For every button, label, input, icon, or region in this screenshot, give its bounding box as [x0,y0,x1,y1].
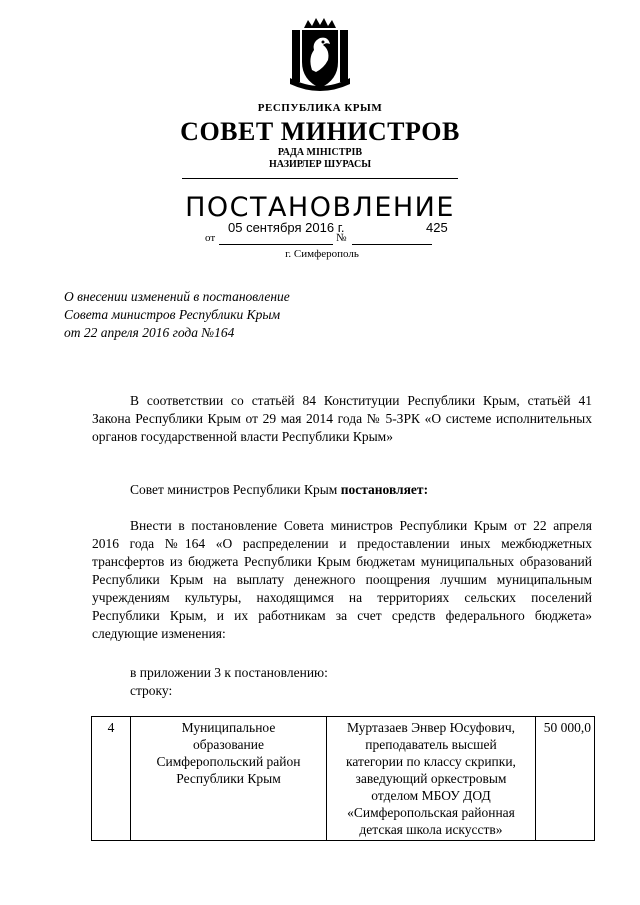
cell-line: Симферопольский район [156,754,301,769]
council-title: СОВЕТ МИНИСТРОВ [180,117,460,146]
cell-line: Республики Крым [176,771,281,786]
cell-line: образование [193,737,264,752]
appendix-line: в приложении 3 к постановлению: [130,665,328,680]
row-label-line: строку: [130,683,173,698]
appendix-reference [130,664,600,700]
row-number-cell: 4 [92,717,131,841]
preamble-paragraph: В соответствии со статьёй 84 Конституции Республики Крым, статьёй 41 Закона Республики Крым от 29 мая 2014 года № 5-ЗРК «О системе исполнительных органов государственной власти Республики Крым» [92,393,592,444]
document-type-heading: ПОСТАНОВЛЕНИЕ [185,192,455,223]
cell-line: детская школа искусств» [359,822,503,837]
resolution-clause-verb: постановляет [340,482,424,497]
republic-name: РЕСПУБЛИКА КРЫМ [257,102,383,114]
cell-line: отделом МБОУ ДОД [371,788,491,803]
number-underline [352,244,432,245]
cell-line: Муниципальное [181,720,276,735]
resolution-clause-text: Совет министров Республики Крым [130,482,341,497]
amount-cell: 50 000,0 [536,717,595,841]
title-line: от 22 апреля 2016 года №164 [64,325,235,340]
date-underline [219,244,333,245]
recipient-cell [327,717,536,841]
cell-line: Муртазаев Энвер Юсуфович, [346,720,516,735]
coat-of-arms-emblem [290,18,350,92]
cell-line: заведующий оркестровым [355,771,507,786]
amendment-paragraph: Внести в постановление Совета министров Республики Крым от 22 апреля 2016 года №164 «О распределении и предоставлении иных межбюджетных трансфертов из бюджета Республики Крым бюджетам муниципальных образований Республики Крым на выплату денежного поощрения лучшим муниципальным учреждениям культуры, находящимся на территориях сельских поселений Республики Крым, и их работникам за счет средств федерального бюджета» следующие изменения: [92,518,592,641]
council-title-crimean-tatar: НАЗИРЛЕР ШУРАСЫ [268,159,372,170]
header-divider [182,178,458,179]
title-line: Совета министров Республики Крым [64,307,281,322]
cell-line: «Симферопольская районная [347,805,515,820]
municipality-cell [131,717,327,841]
cell-line: преподаватель высшей [365,737,497,752]
amendment-table [91,716,595,841]
document-number: 425 [426,220,448,235]
resolution-clause-colon: : [423,482,429,497]
date-prefix: от [205,232,216,244]
title-line: О внесении изменений в постановление [64,289,290,304]
document-title [64,288,290,342]
council-title-ukrainian: РАДА МІНІСТРІВ [277,147,363,158]
table-row [92,717,595,841]
resolution-clause [130,481,600,499]
number-prefix: № [336,232,347,244]
cell-line: категории по классу скрипки, [346,754,516,769]
document-city: г. Симферополь [285,248,359,260]
document-date: 05 сентября 2016 г. [228,220,345,235]
